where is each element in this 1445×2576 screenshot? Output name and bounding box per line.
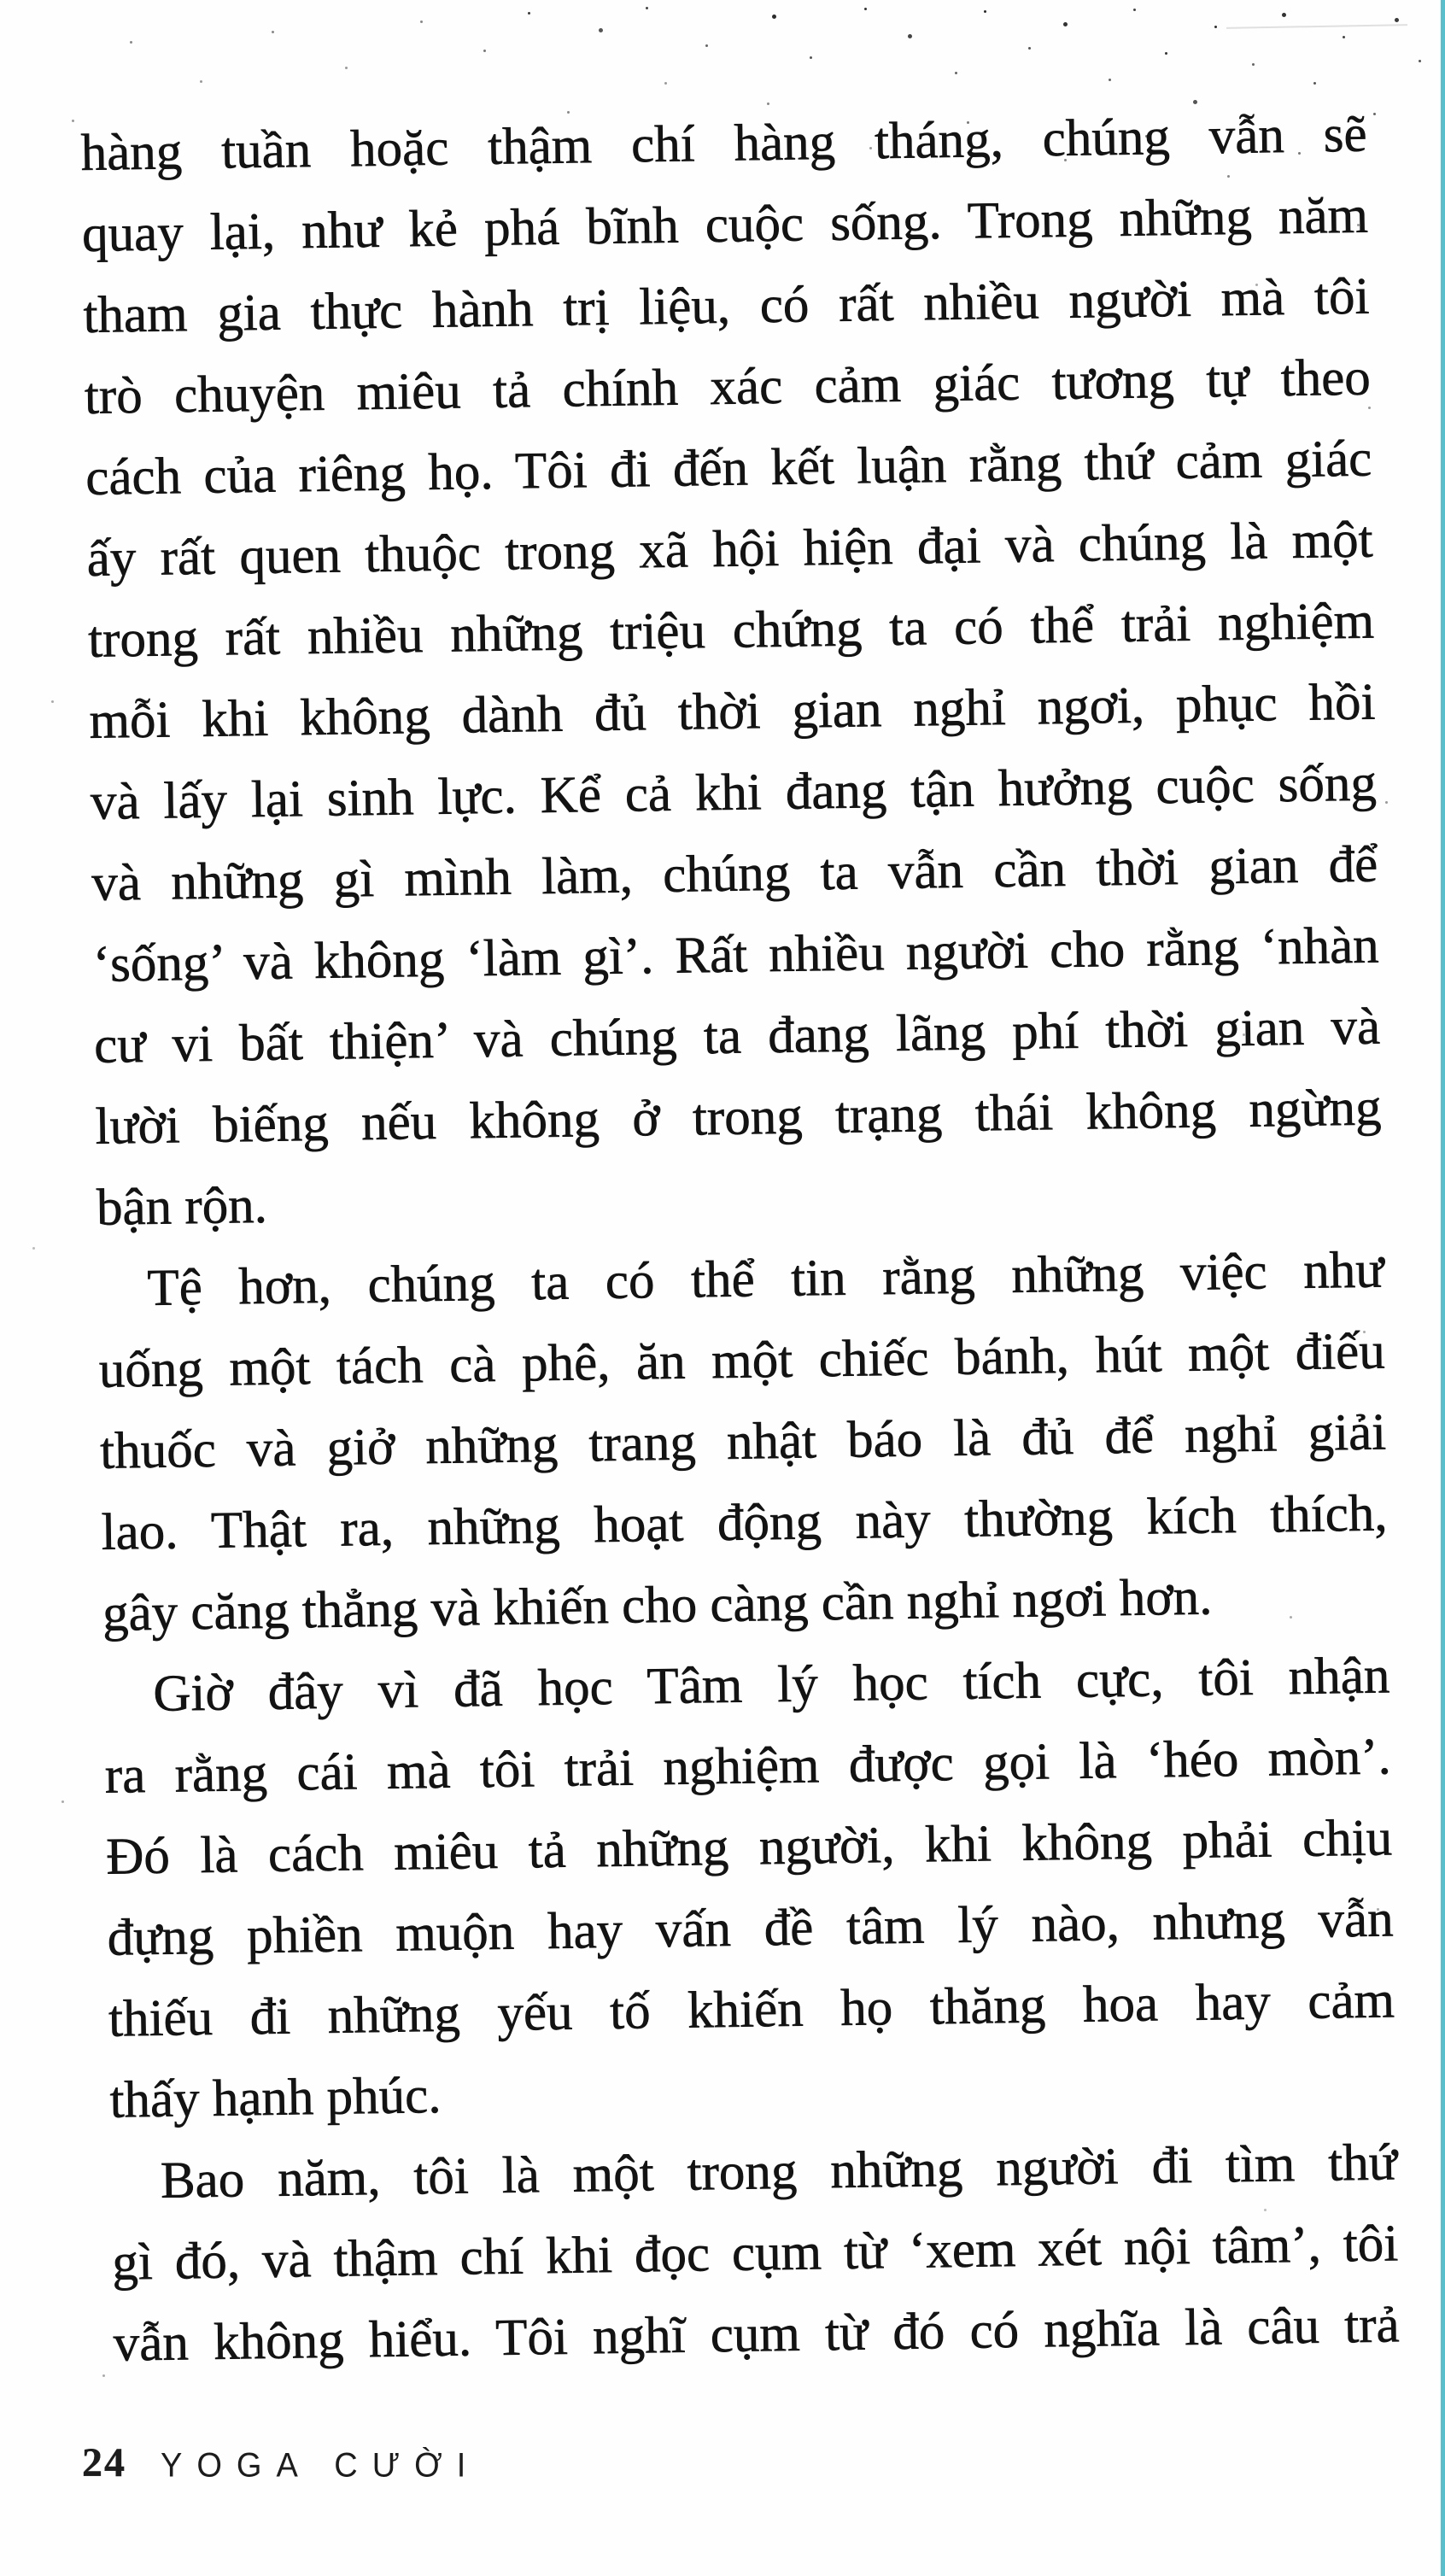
page-footer: [82, 2439, 480, 2486]
text-line-paragraph-end: bận rộn.: [96, 1176, 268, 1237]
body-text: [80, 94, 1400, 2385]
text-line: hàng tuần hoặc thậm chí hàng tháng, chúng vẫn sẽ: [80, 105, 1368, 182]
text-line: gì đó, và thậm chí khi đọc cụm từ ‘xem xét nội tâm’, tôi: [111, 2215, 1399, 2292]
text-line-paragraph-start: Tệ hơn, chúng ta có thể tin rằng những việc như: [146, 1241, 1384, 1317]
text-line: cư vi bất thiện’ và chúng ta đang lãng phí thời gian và: [93, 998, 1381, 1074]
text-line-paragraph-start: Giờ đây vì đã học Tâm lý học tích cực, tôi nhận: [152, 1647, 1390, 1723]
text-line: mỗi khi không dành đủ thời gian nghỉ ngơi, phục hồi: [89, 673, 1376, 750]
text-line: ấy rất quen thuộc trong xã hội hiện đại và chúng là một: [86, 511, 1374, 588]
running-book-title: YOGA CƯỜI: [161, 2446, 481, 2485]
text-line: trò chuyện miêu tả chính xác cảm giác tương tự theo: [84, 348, 1372, 425]
text-line: ‘sống’ và không ‘làm gì’. Rất nhiều người cho rằng ‘nhàn: [92, 916, 1380, 993]
text-line: Đó là cách miêu tả những người, khi không phải chịu: [105, 1809, 1393, 1886]
scan-noise: [0, 0, 3, 3]
text-line: uống một tách cà phê, ăn một chiếc bánh, hút một điếu: [98, 1322, 1386, 1399]
scan-artifact-line: [1226, 24, 1407, 29]
text-line: và những gì mình làm, chúng ta vẫn cần thời gian để: [91, 835, 1378, 912]
text-line-paragraph-end: gây căng thẳng và khiến cho càng cần nghỉ ngơi hơn.: [102, 1568, 1213, 1642]
text-line: trong rất nhiều những triệu chứng ta có thể trải nghiệm: [87, 592, 1375, 669]
text-line-paragraph-start: Bao năm, tôi là một trong những người đi tìm thứ: [160, 2134, 1398, 2210]
text-line: và lấy lại sinh lực. Kể cả khi đang tận hưởng cuộc sống: [90, 754, 1378, 831]
text-line: lười biếng nếu không ở trong trạng thái không ngừng: [95, 1079, 1382, 1156]
scan-edge-strip: [1441, 0, 1445, 2576]
text-line: lao. Thật ra, những hoạt động này thường kích thích,: [101, 1484, 1388, 1561]
text-line-paragraph-end: thấy hạnh phúc.: [109, 2066, 442, 2129]
text-line: tham gia thực hành trị liệu, có rất nhiều người mà tôi: [83, 267, 1370, 344]
text-line: ra rằng cái mà tôi trải nghiệm được gọi là ‘héo mòn’.: [104, 1728, 1392, 1805]
text-line: cách của riêng họ. Tôi đi đến kết luận rằng thứ cảm giác: [85, 430, 1372, 506]
text-line: thiếu đi những yếu tố khiến họ thăng hoa hay cảm: [108, 1971, 1395, 2048]
page-number: 24: [82, 2440, 126, 2485]
text-line: thuốc và giở những trang nhật báo là đủ để nghỉ giải: [99, 1403, 1387, 1480]
text-line: đựng phiền muộn hay vấn đề tâm lý nào, nhưng vẫn: [107, 1890, 1395, 1967]
text-line: vẫn không hiểu. Tôi nghĩ cụm từ đó có nghĩa là câu trả: [113, 2296, 1401, 2373]
text-line: quay lại, như kẻ phá bĩnh cuộc sống. Trong những năm: [81, 186, 1369, 263]
